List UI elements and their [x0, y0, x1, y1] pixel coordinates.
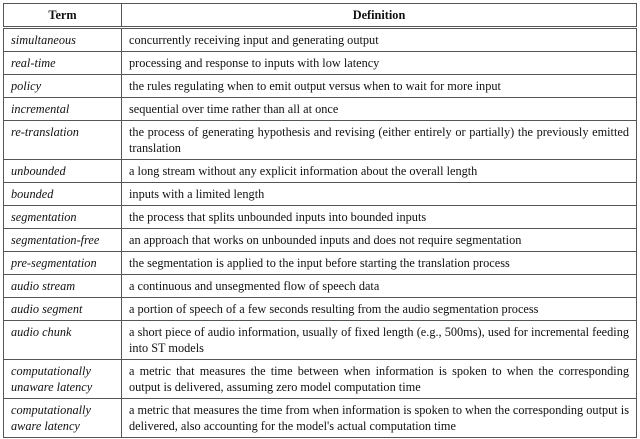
table-header-row — [4, 4, 637, 28]
term-cell: segmentation-free — [4, 229, 122, 252]
header-term: Term — [4, 4, 122, 28]
terminology-table — [3, 3, 637, 438]
term-cell: incremental — [4, 98, 122, 121]
term-cell: bounded — [4, 183, 122, 206]
table-row — [4, 275, 637, 298]
table-row — [4, 75, 637, 98]
table-row — [4, 206, 637, 229]
term-cell: simultaneous — [4, 28, 122, 52]
table-row — [4, 252, 637, 275]
definition-cell: the rules regulating when to emit output versus when to wait for more input — [122, 75, 637, 98]
definition-cell: processing and response to inputs with low latency — [122, 52, 637, 75]
term-cell: real-time — [4, 52, 122, 75]
term-cell: segmentation — [4, 206, 122, 229]
table-row — [4, 321, 637, 360]
header-definition: Definition — [122, 4, 637, 28]
definition-cell: a long stream without any explicit information about the overall length — [122, 160, 637, 183]
definition-cell: a continuous and unsegmented flow of speech data — [122, 275, 637, 298]
table-row — [4, 229, 637, 252]
definition-cell: a short piece of audio information, usually of fixed length (e.g., 500ms), used for incremental feeding into ST models — [122, 321, 637, 360]
definition-cell: sequential over time rather than all at once — [122, 98, 637, 121]
definition-cell: an approach that works on unbounded inputs and does not require segmentation — [122, 229, 637, 252]
table-row — [4, 298, 637, 321]
term-cell: computationally aware latency — [4, 399, 122, 438]
term-cell: audio chunk — [4, 321, 122, 360]
table-row — [4, 121, 637, 160]
table-row — [4, 360, 637, 399]
term-cell: audio stream — [4, 275, 122, 298]
table-row — [4, 183, 637, 206]
term-cell: unbounded — [4, 160, 122, 183]
definition-cell: concurrently receiving input and generating output — [122, 28, 637, 52]
definition-cell: a metric that measures the time from when information is spoken to when the corresponding output is delivered, also accounting for the model's actual computation time — [122, 399, 637, 438]
table-row — [4, 28, 637, 52]
term-cell: audio segment — [4, 298, 122, 321]
definition-cell: the process that splits unbounded inputs into bounded inputs — [122, 206, 637, 229]
definition-cell: the process of generating hypothesis and revising (either entirely or partially) the previously emitted translation — [122, 121, 637, 160]
definition-cell: a metric that measures the time between when information is spoken to when the corresponding output is delivered, assuming zero model computation time — [122, 360, 637, 399]
table-row — [4, 98, 637, 121]
term-cell: policy — [4, 75, 122, 98]
definition-cell: the segmentation is applied to the input before starting the translation process — [122, 252, 637, 275]
table-row — [4, 160, 637, 183]
term-cell: re-translation — [4, 121, 122, 160]
table-row — [4, 399, 637, 438]
definition-cell: a portion of speech of a few seconds resulting from the audio segmentation process — [122, 298, 637, 321]
table-row — [4, 52, 637, 75]
term-cell: pre-segmentation — [4, 252, 122, 275]
definition-cell: inputs with a limited length — [122, 183, 637, 206]
term-cell: computationally unaware latency — [4, 360, 122, 399]
